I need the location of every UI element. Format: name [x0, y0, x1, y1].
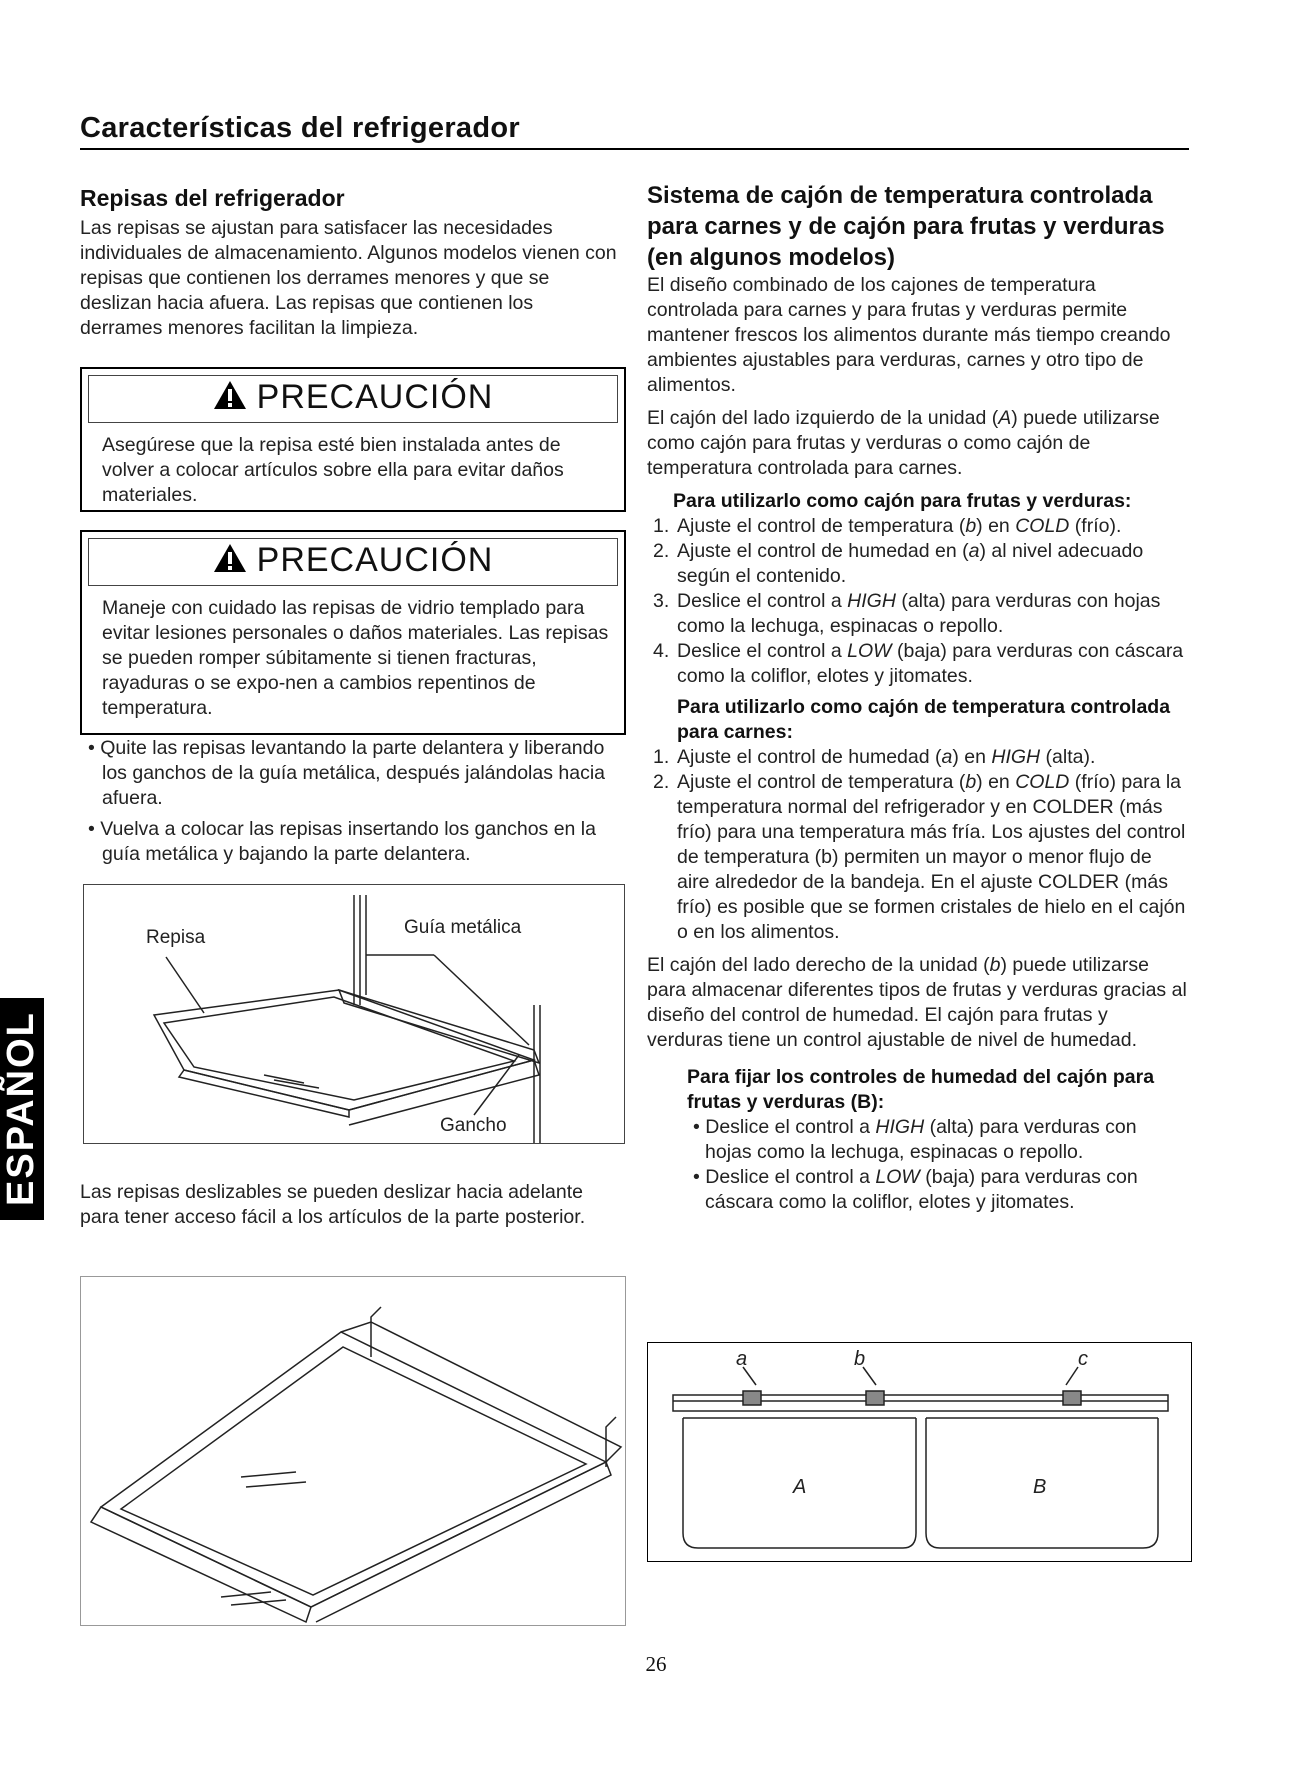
language-side-tab-label: ESPAÑOL — [0, 1011, 42, 1207]
text-fragment: (frío). — [1069, 515, 1122, 537]
step-number: 4. — [653, 640, 670, 662]
text-fragment: LOW — [875, 1166, 920, 1188]
text-fragment: (frío) para la temperatura normal del refrigerador y en COLDER (más frío) para una temperatura más fría. Los ajustes del control de temperatura (b) permiten un mayor o menor flujo de aire alrededor de la bandeja. En el ajuste COLDER (más frío) es posible que se formen cristales de hielo en el cajón o en los alimentos. — [677, 771, 1186, 943]
shelf-instructions — [80, 736, 625, 873]
label-rail: Guía metálica — [404, 917, 522, 938]
list-item-text: Vuelva a colocar las repisas insertando los ganchos en la guía metálica y bajando la parte delantera. — [100, 818, 596, 865]
text-fragment: HIGH — [875, 1116, 925, 1138]
vegetable-use-heading: Para utilizarlo como cajón para frutas y verduras: — [673, 490, 1132, 512]
caution-heading-text: PRECAUCIÓN — [256, 378, 494, 416]
drawer-a-label: A — [793, 1476, 807, 1498]
text-fragment: HIGH — [847, 590, 896, 612]
shelf-rail-illustration — [84, 885, 624, 1143]
list-item — [647, 539, 1187, 589]
list-item: • Deslice el control a LOW (baja) para verduras con cáscara como la coliflor, elotes y jitomates. — [693, 1166, 1138, 1213]
page-number: 26 — [645, 1652, 667, 1676]
drawer-b-label: B — [1033, 1476, 1047, 1498]
text-fragment: Deslice el control a — [677, 590, 848, 612]
label-c: c — [1078, 1348, 1088, 1370]
text-fragment: b — [965, 515, 977, 537]
page-title: Características del refrigerador — [80, 112, 520, 144]
list-item — [647, 745, 1187, 770]
list-item: • Deslice el control a HIGH (alta) para verduras con hojas como la lechuga, espinacas o repollo. — [693, 1116, 1137, 1163]
crisper-drawers-figure — [647, 1342, 1192, 1562]
text-fragment: El cajón del lado derecho de la unidad ( — [647, 954, 990, 976]
text-fragment: ) en — [976, 515, 1016, 537]
list-item — [647, 770, 1187, 945]
caution-heading — [82, 378, 624, 419]
title-rule — [80, 148, 1189, 150]
shelf-rail-figure — [83, 884, 625, 1144]
list-item — [647, 589, 1187, 639]
text-fragment: COLD — [1015, 771, 1070, 793]
vegetable-steps — [647, 514, 1187, 689]
step-number: 2. — [653, 540, 670, 562]
text-fragment: ) al nivel adecuado según el contenido. — [677, 540, 1144, 587]
humidity-control-heading: Para fijar los controles de humedad del cajón para frutas y verduras (B): — [687, 1066, 1155, 1113]
caution-text: Maneje con cuidado las repisas de vidrio templado para evitar lesiones personales o daños materiales. Las repisas se pueden romper súbitamente si tienen fracturas, rayaduras o se expo-nen a cambios repentinos de temperatura. — [102, 597, 609, 719]
text-fragment: Ajuste el control de humedad ( — [677, 746, 942, 768]
caution-heading — [82, 541, 624, 582]
crisper-section-body — [647, 273, 1187, 1215]
text-fragment: Ajuste el control de humedad en ( — [677, 540, 969, 562]
text-fragment: Ajuste el control de temperatura ( — [677, 771, 966, 793]
text-fragment: Deslice el control a — [705, 1166, 876, 1188]
shelves-heading: Repisas del refrigerador — [80, 185, 345, 211]
list-item — [647, 514, 1187, 539]
right-drawer-text — [647, 953, 1187, 1053]
text-fragment: HIGH — [991, 746, 1041, 768]
list-item-text: Quite las repisas levantando la parte delantera y liberando los ganchos de la guía metálica, después jalándolas hacia afuera. — [100, 737, 606, 809]
caution-heading-text: PRECAUCIÓN — [256, 541, 494, 579]
step-number: 2. — [653, 771, 670, 793]
meat-steps — [647, 745, 1187, 945]
crisper-system-heading: Sistema de cajón de temperatura controlada para carnes y de cajón para frutas y verduras (en algunos modelos) — [647, 182, 1165, 271]
text-fragment: (alta) para verduras con hojas como la lechuga, espinacas o repollo. — [705, 1116, 1137, 1163]
text-fragment: Deslice el control a — [677, 640, 848, 662]
label-b: b — [854, 1348, 866, 1370]
caution-box-1 — [80, 367, 626, 512]
crisper-intro: El diseño combinado de los cajones de temperatura controlada para carnes y para frutas y verduras permite mantener frescos los alimentos durante más tiempo creando ambientes ajustables para verduras, carnes y otro tipo de alimentos. — [647, 274, 1171, 396]
label-shelf: Repisa — [146, 927, 206, 948]
text-fragment: b — [965, 771, 977, 793]
sliding-shelf-illustration — [81, 1277, 625, 1625]
caution-box-2 — [80, 530, 626, 735]
text-fragment: Ajuste el control de temperatura ( — [677, 515, 966, 537]
sliding-shelf-figure — [80, 1276, 626, 1626]
text-fragment: LOW — [847, 640, 892, 662]
text-fragment: ) puede utilizarse como cajón para frutas y verduras o como cajón de temperatura controlada para carnes. — [647, 407, 1160, 479]
text-fragment: (alta). — [1040, 746, 1096, 768]
list-item: • Vuelva a colocar las repisas insertando los ganchos en la guía metálica y bajando la parte delantera. — [88, 818, 596, 865]
label-hook: Gancho — [440, 1115, 507, 1136]
text-fragment: A — [998, 407, 1012, 429]
text-fragment: b — [989, 954, 1001, 976]
text-fragment: a — [968, 540, 980, 562]
text-fragment: Deslice el control a — [705, 1116, 876, 1138]
step-number: 1. — [653, 746, 670, 768]
sliding-shelf-text: Las repisas deslizables se pueden deslizar hacia adelante para tener acceso fácil a los artículos de la parte posterior. — [80, 1181, 586, 1228]
text-fragment: ) puede utilizarse para almacenar diferentes tipos de frutas y verduras gracias al diseño del control de humedad. El cajón para frutas y verduras tiene un control ajustable de nivel de humedad. — [647, 954, 1187, 1051]
text-fragment: El cajón del lado izquierdo de la unidad ( — [647, 407, 999, 429]
warning-triangle-icon — [213, 380, 247, 419]
text-fragment: (baja) para verduras con cáscara como la coliflor, elotes y jitomates. — [677, 640, 1184, 687]
caution-text: Asegúrese que la repisa esté bien instalada antes de volver a colocar artículos sobre ella para evitar daños materiales. — [102, 434, 564, 506]
left-drawer-text — [647, 406, 1187, 481]
list-item — [647, 639, 1187, 689]
text-fragment: ) en — [952, 746, 992, 768]
text-fragment: a — [941, 746, 953, 768]
warning-triangle-icon — [213, 543, 247, 582]
label-a: a — [736, 1348, 748, 1370]
shelves-intro: Las repisas se ajustan para satisfacer las necesidades individuales de almacenamiento. Algunos modelos vienen con repisas que contienen los derrames menores y que se deslizan hacia afuera. Las repisas que contienen los derrames menores facilitan la limpieza. — [80, 217, 617, 339]
text-fragment: (alta) para verduras con hojas como la lechuga, espinacas o repollo. — [677, 590, 1161, 637]
step-number: 1. — [653, 515, 670, 537]
list-item: • Quite las repisas levantando la parte delantera y liberando los ganchos de la guía metálica, después jalándolas hacia afuera. — [88, 737, 606, 809]
meat-use-heading: Para utilizarlo como cajón de temperatura controlada para carnes: — [677, 696, 1171, 743]
step-number: 3. — [653, 590, 670, 612]
text-fragment: COLD — [1015, 515, 1070, 537]
crisper-drawers-illustration — [648, 1343, 1191, 1561]
text-fragment: ) en — [976, 771, 1016, 793]
humidity-bullets — [647, 1115, 1187, 1215]
text-fragment: (baja) para verduras con cáscara como la coliflor, elotes y jitomates. — [705, 1166, 1138, 1213]
